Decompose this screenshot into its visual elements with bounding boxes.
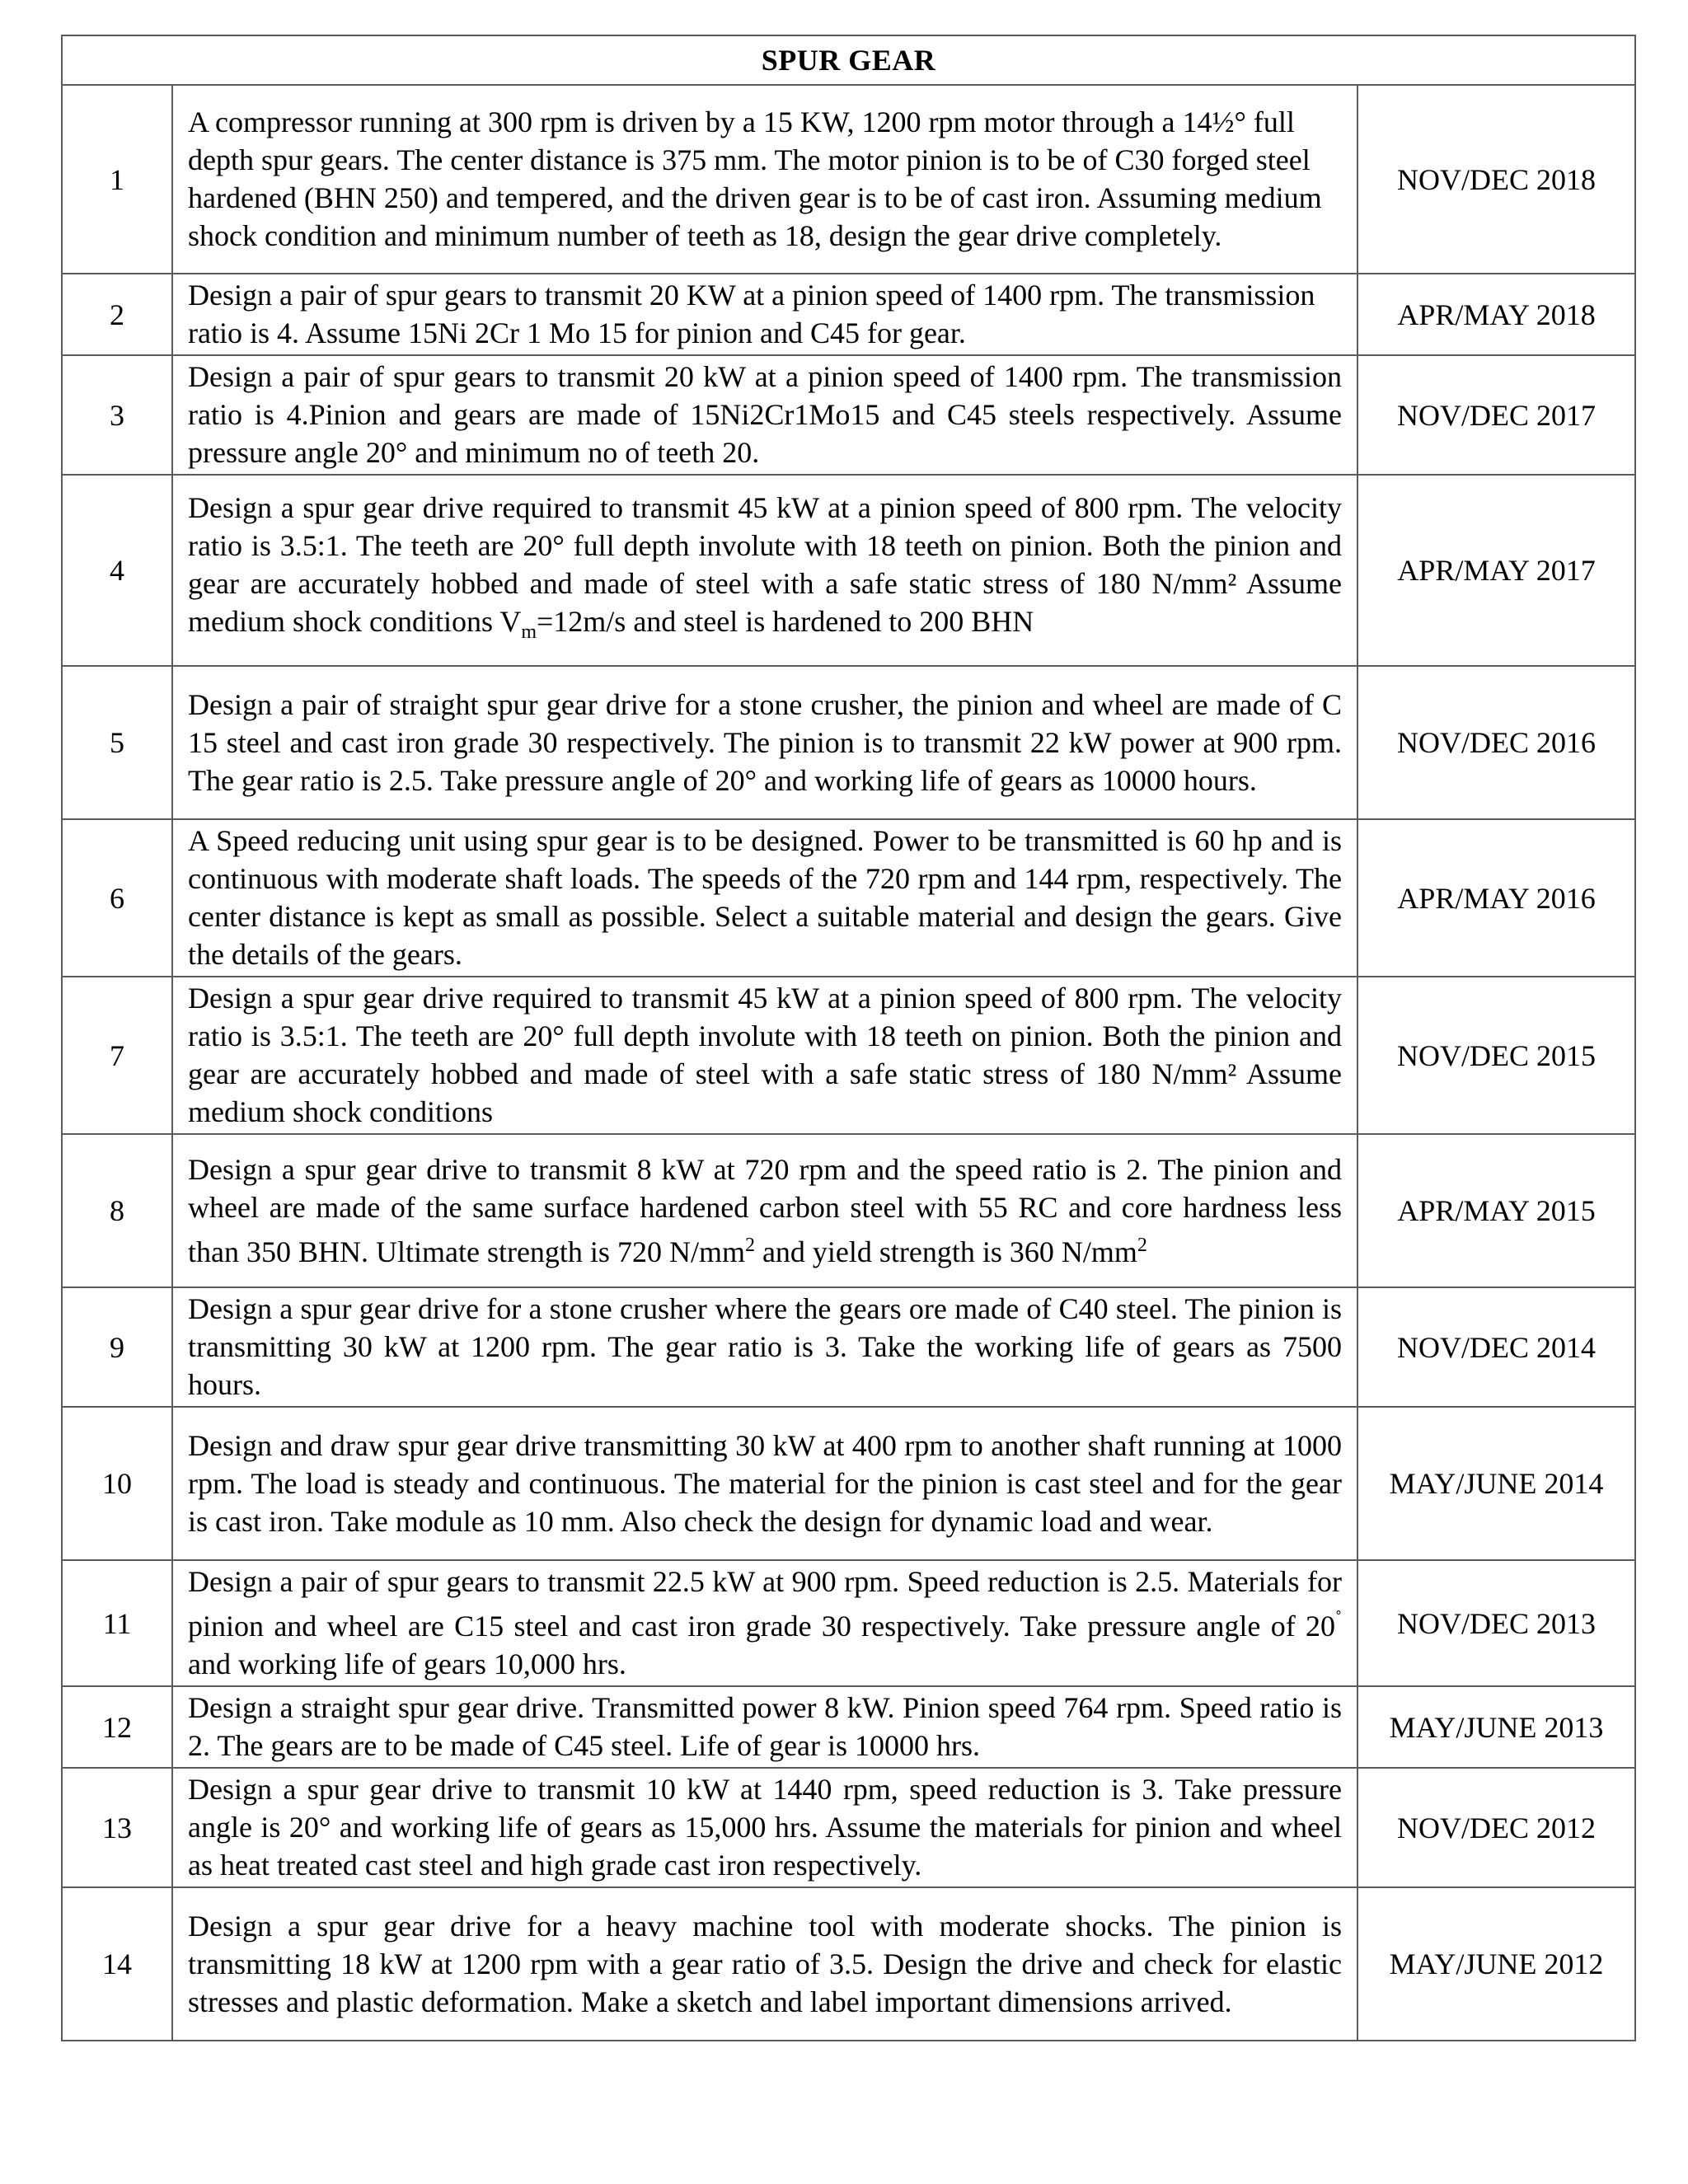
question-text: Design a spur gear drive for a heavy machine tool with moderate shocks. The pinion is transmitting 18 kW at 1200 rpm with a gear ratio of 3.5. Design the drive and check for elastic stresses and plastic deformation. Make a sketch and label important dimensions arrived. [172, 1887, 1357, 2041]
question-text-part: Design a pair of spur gears to transmit 22.5 kW at 900 rpm. Speed reduction is 2.5. Materials for pinion and wheel are C15 steel and cast iron grade 30 respectively. Take pressure angle of 20 [188, 1565, 1342, 1643]
table-row [62, 1887, 1635, 2041]
table-row [62, 1560, 1635, 1686]
exam-session: NOV/DEC 2018 [1357, 85, 1635, 274]
table-row [62, 1287, 1635, 1407]
table-row [62, 1407, 1635, 1560]
question-text: A compressor running at 300 rpm is driven by a 15 KW, 1200 rpm motor through a 14½° full depth spur gears. The center distance is 375 mm. The motor pinion is to be of C30 forged steel hardened (BHN 250) and tempered, and the driven gear is to be of cast iron. Assuming medium shock condition and minimum number of teeth as 18, design the gear drive completely. [172, 85, 1357, 274]
exam-session: APR/MAY 2017 [1357, 475, 1635, 666]
question-text: Design a spur gear drive required to transmit 45 kW at a pinion speed of 800 rpm. The velocity ratio is 3.5:1. The teeth are 20° full depth involute with 18 teeth on pinion. Both the pinion and gear are accurately hobbed and made of steel with a safe static stress of 180 N/mm² Assume medium shock conditions [172, 977, 1357, 1134]
exam-session: NOV/DEC 2012 [1357, 1768, 1635, 1887]
table-title-row [62, 35, 1635, 85]
spur-gear-question-table [61, 35, 1636, 2041]
exam-session: APR/MAY 2015 [1357, 1134, 1635, 1287]
question-text: Design a pair of straight spur gear drive for a stone crusher, the pinion and wheel are made of C 15 steel and cast iron grade 30 respectively. The pinion is to transmit 22 kW power at 900 rpm. The gear ratio is 2.5. Take pressure angle of 20° and working life of gears as 10000 hours. [172, 666, 1357, 819]
table-row [62, 666, 1635, 819]
question-text: Design and draw spur gear drive transmitting 30 kW at 400 rpm to another shaft running at 1000 rpm. The load is steady and continuous. The material for the pinion is cast steel and for the gear is cast iron. Take module as 10 mm. Also check the design for dynamic load and wear. [172, 1407, 1357, 1560]
question-number: 5 [62, 666, 172, 819]
question-number: 2 [62, 274, 172, 355]
subscript: m [521, 621, 537, 644]
question-text-part: =12m/s and steel is hardened to 200 BHN [537, 604, 1034, 638]
question-text [172, 475, 1357, 666]
superscript: 2 [1137, 1234, 1147, 1256]
question-number: 4 [62, 475, 172, 666]
question-text: Design a pair of spur gears to transmit 20 kW at a pinion speed of 1400 rpm. The transmission ratio is 4.Pinion and gears are made of 15Ni2Cr1Mo15 and C45 steels respectively. Assume pressure angle 20° and minimum no of teeth 20. [172, 355, 1357, 475]
table-row [62, 1768, 1635, 1887]
question-text-part: Design a spur gear drive required to transmit 45 kW at a pinion speed of 800 rpm. The velocity ratio is 3.5:1. The teeth are 20° full depth involute with 18 teeth on pinion. Both the pinion and gear are accurately hobbed and made of steel with a safe static stress of 180 N/mm² Assume medium shock conditions V [188, 490, 1342, 638]
question-number: 12 [62, 1686, 172, 1768]
question-text [172, 1560, 1357, 1686]
table-row [62, 85, 1635, 274]
exam-session: MAY/JUNE 2014 [1357, 1407, 1635, 1560]
superscript: ˚ [1335, 1609, 1342, 1630]
question-number: 1 [62, 85, 172, 274]
question-number: 3 [62, 355, 172, 475]
exam-session: NOV/DEC 2015 [1357, 977, 1635, 1134]
exam-session: NOV/DEC 2016 [1357, 666, 1635, 819]
exam-session: APR/MAY 2018 [1357, 274, 1635, 355]
table-row [62, 475, 1635, 666]
question-number: 6 [62, 819, 172, 977]
question-text: Design a pair of spur gears to transmit 20 KW at a pinion speed of 1400 rpm. The transmission ratio is 4. Assume 15Ni 2Cr 1 Mo 15 for pinion and C45 for gear. [172, 274, 1357, 355]
exam-session: NOV/DEC 2013 [1357, 1560, 1635, 1686]
question-number: 9 [62, 1287, 172, 1407]
question-text: Design a spur gear drive to transmit 10 kW at 1440 rpm, speed reduction is 3. Take pressure angle is 20° and working life of gears as 15,000 hrs. Assume the materials for pinion and wheel as heat treated cast steel and high grade cast iron respectively. [172, 1768, 1357, 1887]
question-text-part: Design a spur gear drive to transmit 8 kW at 720 rpm and the speed ratio is 2. The pinion and wheel are made of the same surface hardened carbon steel with 55 RC and core hardness less than 350 BHN. Ultimate strength is 720 N/mm [188, 1152, 1342, 1268]
exam-session: NOV/DEC 2017 [1357, 355, 1635, 475]
exam-session: MAY/JUNE 2013 [1357, 1686, 1635, 1768]
question-text: Design a straight spur gear drive. Transmitted power 8 kW. Pinion speed 764 rpm. Speed ratio is 2. The gears are to be made of C45 steel. Life of gear is 10000 hrs. [172, 1686, 1357, 1768]
question-number: 11 [62, 1560, 172, 1686]
table-row [62, 1134, 1635, 1287]
question-text-part: and working life of gears 10,000 hrs. [188, 1647, 626, 1680]
table-row [62, 355, 1635, 475]
table-title: SPUR GEAR [62, 35, 1635, 85]
question-text [172, 1134, 1357, 1287]
exam-session: NOV/DEC 2014 [1357, 1287, 1635, 1407]
superscript: 2 [744, 1234, 755, 1256]
table-row [62, 1686, 1635, 1768]
question-text: Design a spur gear drive for a stone crusher where the gears ore made of C40 steel. The pinion is transmitting 30 kW at 1200 rpm. The gear ratio is 3. Take the working life of gears as 7500 hours. [172, 1287, 1357, 1407]
question-text: A Speed reducing unit using spur gear is to be designed. Power to be transmitted is 60 hp and is continuous with moderate shaft loads. The speeds of the 720 rpm and 144 rpm, respectively. The center distance is kept as small as possible. Select a suitable material and design the gears. Give the details of the gears. [172, 819, 1357, 977]
question-number: 14 [62, 1887, 172, 2041]
question-number: 10 [62, 1407, 172, 1560]
exam-session: MAY/JUNE 2012 [1357, 1887, 1635, 2041]
question-text-part: and yield strength is 360 N/mm [754, 1235, 1137, 1268]
exam-session: APR/MAY 2016 [1357, 819, 1635, 977]
table-row [62, 977, 1635, 1134]
table-row [62, 819, 1635, 977]
question-number: 13 [62, 1768, 172, 1887]
table-row [62, 274, 1635, 355]
question-sheet [61, 35, 1634, 2041]
question-number: 8 [62, 1134, 172, 1287]
question-number: 7 [62, 977, 172, 1134]
